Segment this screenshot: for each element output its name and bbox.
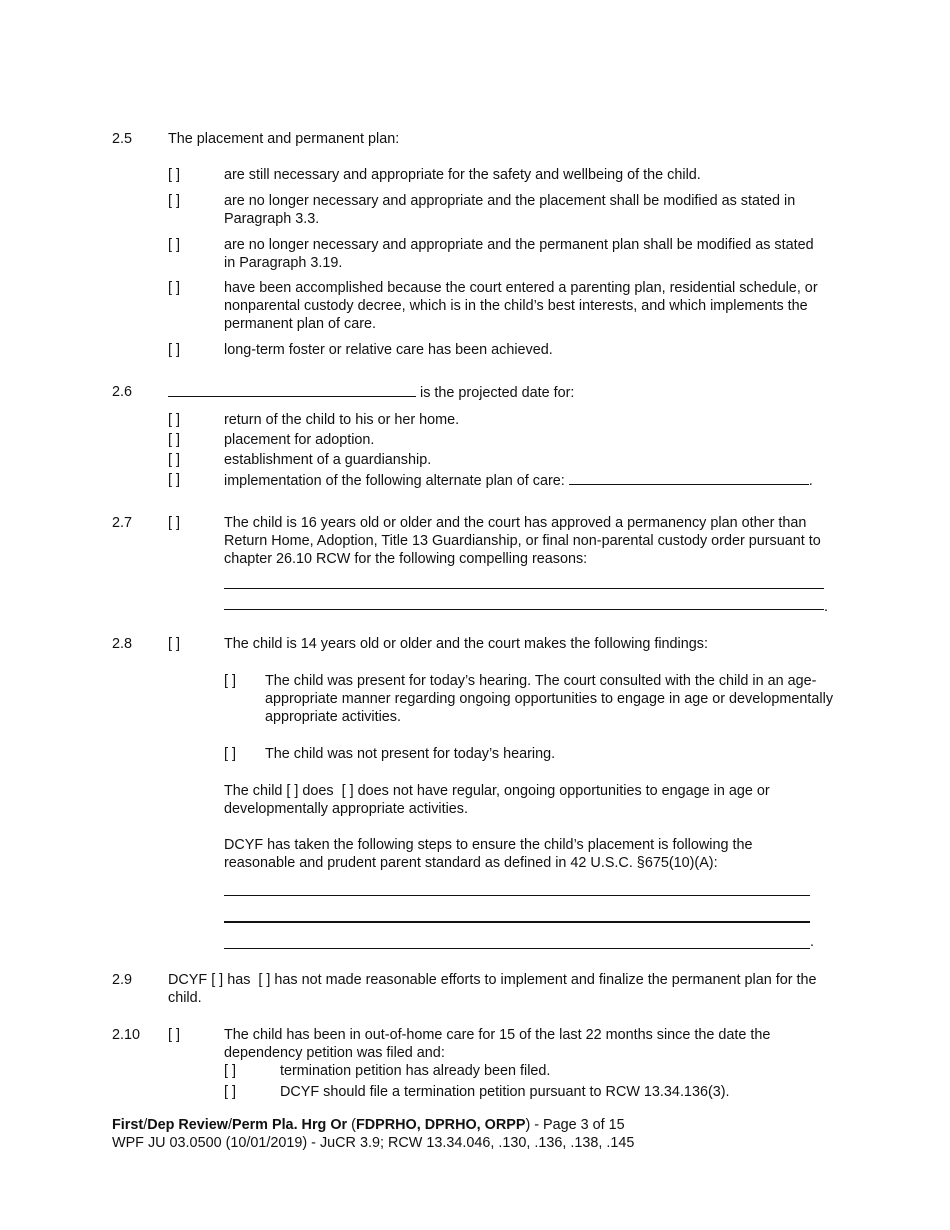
option-text: implementation of the following alternate plan of care: bbox=[224, 473, 565, 489]
projected-date-blank[interactable] bbox=[168, 383, 416, 397]
section-number-2-10: 2.10 bbox=[112, 1027, 141, 1043]
option-text: are no longer necessary and appropriate and the placement shall be modified as stated in Paragraph 3.3. bbox=[224, 193, 796, 227]
checkbox[interactable]: [ ] bbox=[224, 1063, 236, 1079]
alternate-plan-line: implementation of the following alternate plan of care: . bbox=[224, 473, 813, 489]
checkbox[interactable]: [ ] bbox=[168, 515, 180, 531]
section-number-2-9: 2.9 bbox=[112, 972, 133, 988]
checkbox[interactable]: [ ] bbox=[168, 167, 180, 183]
option-text: are no longer necessary and appropriate and the permanent plan shall be modified as stated in Paragraph 3.19. bbox=[224, 237, 814, 271]
section-text-2-8: The child is 14 years old or older and the court makes the following findings: bbox=[224, 636, 708, 652]
option-text: long-term foster or relative care has been achieved. bbox=[224, 342, 553, 358]
section-number-2-8: 2.8 bbox=[112, 636, 133, 652]
steps-line-1[interactable] bbox=[224, 895, 810, 896]
section-number-2-7: 2.7 bbox=[112, 515, 133, 531]
checkbox[interactable]: [ ] bbox=[168, 636, 180, 652]
checkbox[interactable]: [ ] bbox=[168, 452, 180, 468]
section-text-2-7: The child is 16 years old or older and the court has approved a permanency plan other than Return Home, Adoption, Title 13 Guardianship, or final non-parental custody order pursuant to chapter 26.10 RCW for the following compelling reasons: bbox=[224, 515, 821, 567]
checkbox[interactable]: [ ] bbox=[168, 1027, 180, 1043]
section-heading-2-5: The placement and permanent plan: bbox=[168, 131, 400, 147]
reasons-line-2[interactable] bbox=[224, 609, 824, 610]
checkbox[interactable]: [ ] bbox=[168, 472, 180, 488]
reasons-line-1[interactable] bbox=[224, 588, 824, 589]
period: . bbox=[810, 934, 814, 950]
checkbox-does-not[interactable]: [ ] bbox=[341, 783, 354, 799]
period: . bbox=[824, 599, 828, 615]
checkbox[interactable]: [ ] bbox=[168, 237, 180, 253]
option-text: DCYF should file a termination petition pursuant to RCW 13.34.136(3). bbox=[280, 1084, 730, 1100]
section-number-2-5: 2.5 bbox=[112, 131, 133, 147]
footer-form-title: First/Dep Review/Perm Pla. Hrg Or (FDPRHO, DPRHO, ORPP) - Page 3 of 15 bbox=[112, 1117, 625, 1133]
option-text: establishment of a guardianship. bbox=[224, 452, 432, 468]
child-not-present-text: The child was not present for today’s hearing. bbox=[265, 746, 556, 762]
checkbox-has-not[interactable]: [ ] bbox=[258, 972, 271, 988]
checkbox[interactable]: [ ] bbox=[168, 412, 180, 428]
child-present-text: The child was present for today’s hearing. The court consulted with the child in an age-appropriate manner regarding ongoing opportunities to engage in age or developmentally appropriate activities. bbox=[265, 673, 834, 725]
option-text: are still necessary and appropriate for the safety and wellbeing of the child. bbox=[224, 167, 701, 183]
footer-form-code: WPF JU 03.0500 (10/01/2019) - JuCR 3.9; RCW 13.34.046, .130, .136, .138, .145 bbox=[112, 1135, 635, 1151]
option-text: have been accomplished because the court entered a parenting plan, residential schedule, or nonparental custody decree, which is in the child’s best interests, and which implements the permanent plan of care. bbox=[224, 280, 818, 332]
checkbox-has[interactable]: [ ] bbox=[211, 972, 224, 988]
checkbox[interactable]: [ ] bbox=[224, 673, 236, 689]
projected-date-line bbox=[168, 383, 574, 402]
opportunities-text: The child [ ] does [ ] does not have regular, ongoing opportunities to engage in age or developmentally appropriate activities. bbox=[224, 783, 770, 817]
checkbox[interactable]: [ ] bbox=[168, 342, 180, 358]
dcyf-steps-text: DCYF has taken the following steps to ensure the child’s placement is following the reasonable and prudent parent standard as defined in 42 U.S.C. §675(10)(A): bbox=[224, 837, 753, 871]
checkbox[interactable]: [ ] bbox=[168, 193, 180, 209]
steps-line-2[interactable] bbox=[224, 921, 810, 923]
checkbox[interactable]: [ ] bbox=[168, 280, 180, 296]
alternate-plan-blank[interactable] bbox=[569, 471, 809, 485]
section-number-2-6: 2.6 bbox=[112, 384, 133, 400]
option-text: placement for adoption. bbox=[224, 432, 375, 448]
checkbox[interactable]: [ ] bbox=[224, 746, 236, 762]
checkbox[interactable]: [ ] bbox=[168, 432, 180, 448]
section-text-2-10: The child has been in out-of-home care for 15 of the last 22 months since the date the dependency petition was filed and: bbox=[224, 1027, 771, 1061]
checkbox-does[interactable]: [ ] bbox=[286, 783, 299, 799]
option-text: return of the child to his or her home. bbox=[224, 412, 460, 428]
page-number: - Page 3 of 15 bbox=[534, 1117, 625, 1133]
option-text: termination petition has already been filed. bbox=[280, 1063, 551, 1079]
section-heading-2-6: is the projected date for: bbox=[420, 385, 575, 401]
steps-line-3[interactable] bbox=[224, 948, 810, 949]
section-text-2-9: DCYF [ ] has [ ] has not made reasonable efforts to implement and finalize the permanent plan for the child. bbox=[168, 972, 817, 1006]
checkbox[interactable]: [ ] bbox=[224, 1084, 236, 1100]
